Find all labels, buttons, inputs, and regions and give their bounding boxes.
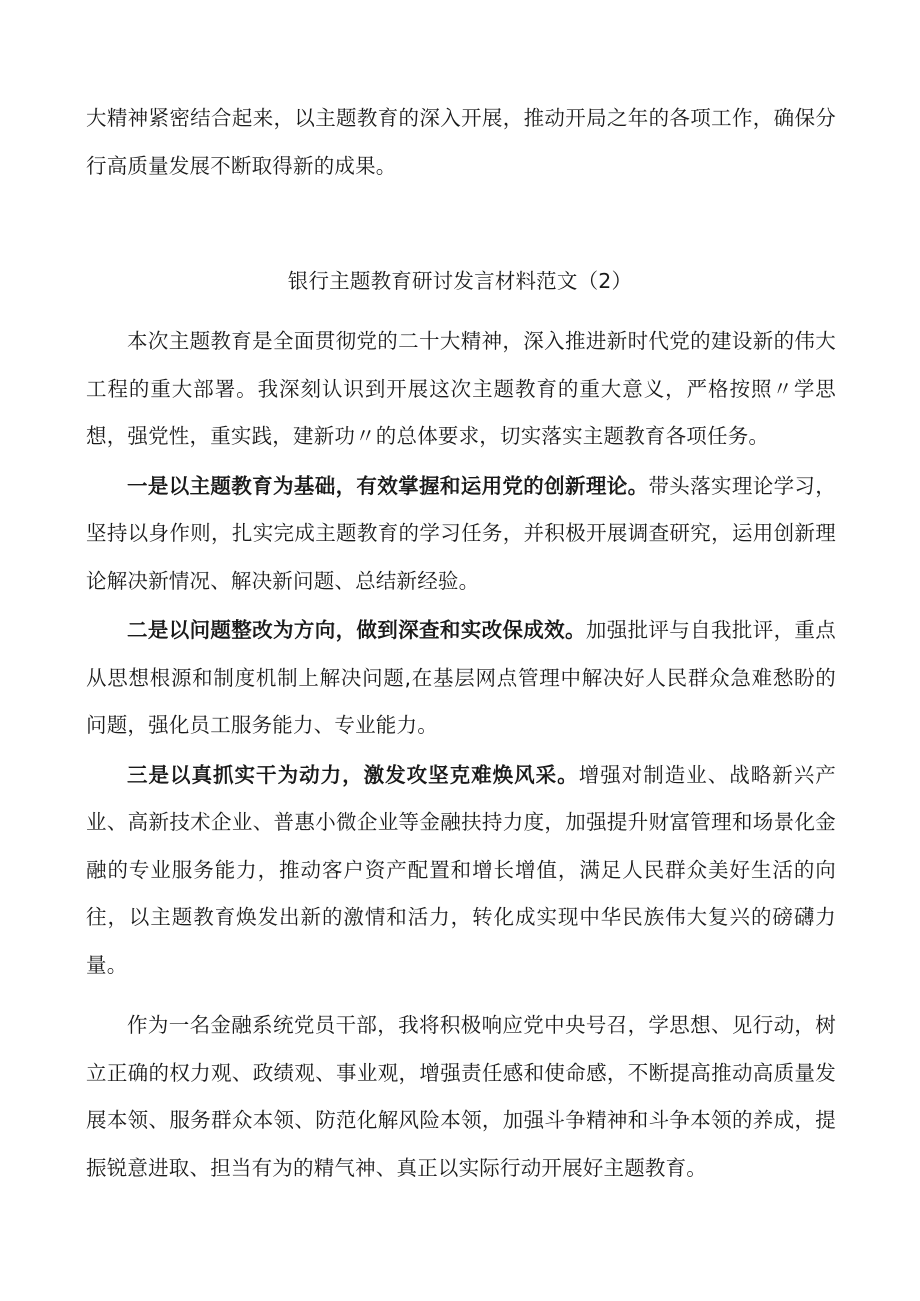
point-paragraph-2 — [86, 607, 836, 750]
document-body — [86, 318, 836, 1192]
intro-paragraph: 本次主题教育是全面贯彻党的二十大精神，深入推进新时代党的建设新的伟大工程的重大部署。我深刻认识到开展这次主题教育的重大意义，严格按照〃学思想，强党性，重实践，建新功〃的总体要求，切实落实主题教育各项任务。 — [86, 329, 836, 448]
document-title: 银行主题教育研讨发言材料范文（2） — [287, 269, 633, 293]
point-2-lead: 二是以问题整改为方向，做到深查和实改保成效。 — [127, 618, 586, 642]
continuation-text: 大精神紧密结合起来，以主题教育的深入开展，推动开局之年的各项工作，确保分行高质量发展不断取得新的成果。 — [86, 106, 836, 178]
point-paragraph-1 — [86, 463, 836, 606]
point-3-body: 增强对制造业、战略新兴产业、高新技术企业、普惠小微企业等金融扶持力度，加强提升财富管理和场景化金融的专业服务能力，推动客户资产配置和增长增值，满足人民群众美好生活的向往，以主题教育焕发出新的激情和活力，转化成实现中华民族伟大复兴的磅礴力量。 — [86, 762, 837, 977]
point-1-lead: 一是以主题教育为基础，有效掌握和运用党的创新理论。 — [127, 473, 649, 498]
point-1-body: 带头落实理论学习，坚持以身作则，扎实完成主题教育的学习任务，并积极开展调查研究，运用创新理论解决新情况、解决新问题、总结新经验。 — [86, 473, 836, 593]
point-3-lead: 三是以真抓实干为动力，激发攻坚克难焕风采。 — [127, 762, 579, 787]
point-paragraph-3 — [86, 752, 836, 990]
point-2-body: 加强批评与自我批评，重点从思想根源和制度机制上解决问题,在基层网点管理中解决好人民群众急难愁盼的问题，强化员工服务能力、专业能力。 — [86, 618, 836, 737]
closing-paragraph: 作为一名金融系统党员干部，我将积极响应党中央号召，学思想、见行动，树立正确的权力观、政绩观、事业观，增强责任感和使命感，不断提高推动高质量发展本领、服务群众本领、防范化解风险本领，加强斗争精神和斗争本领的养成，提振锐意进取、担当有为的精气神、真正以实际行动开展好主题教育。 — [86, 1013, 836, 1180]
continuation-paragraph — [86, 95, 836, 190]
